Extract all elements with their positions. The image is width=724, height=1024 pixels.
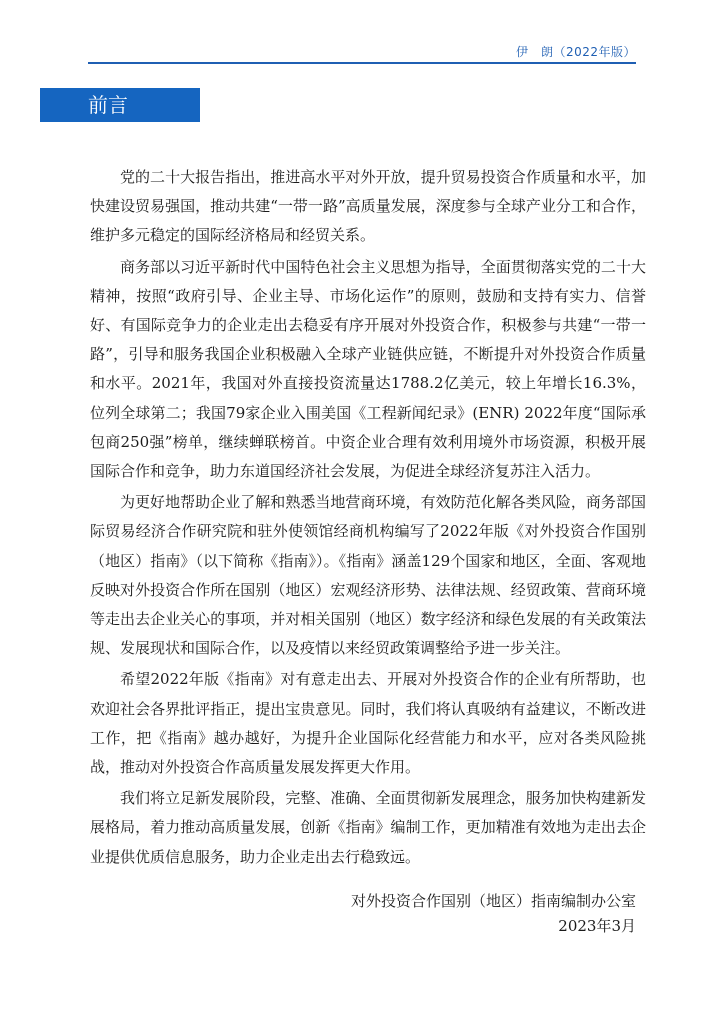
paragraph: 希望2022年版《指南》对有意走出去、开展对外投资合作的企业有所帮助，也欢迎社会各界批评指正，提出宝贵意见。同时，我们将认真吸纳有益建议，不断改进工作，把《指南》越办越好，为提升企业国际化经营能力和水平，应对各类风险挑战，推动对外投资合作高质量发展发挥更大作用。: [90, 670, 646, 777]
paragraph: 我们将立足新发展阶段，完整、准确、全面贯彻新发展理念，服务加快构建新发展格局，着力推动高质量发展，创新《指南》编制工作，更加精准有效地为走出去企业提供优质信息服务，助力企业走出去行稳致远。: [90, 789, 646, 866]
running-header: 伊 朗（2022年版）: [515, 45, 636, 59]
paragraph: 党的二十大报告指出，推进高水平对外开放，提升贸易投资合作质量和水平，加快建设贸易强国，推动共建“一带一路”高质量发展，深度参与全球产业分工和合作，维护多元稳定的国际经济格局和经贸关系。: [90, 168, 646, 245]
section-title: 前言: [40, 88, 200, 122]
signature-office: 对外投资合作国别（地区）指南编制办公室: [350, 892, 636, 910]
paragraph: 商务部以习近平新时代中国特色社会主义思想为指导，全面贯彻落实党的二十大精神，按照“政府引导、企业主导、市场化运作”的原则，鼓励和支持有实力、信誉好、有国际竞争力的企业走出去稳妥有序开展对外投资合作，积极参与共建“一带一路”，引导和服务我国企业积极融入全球产业链供应链，不断提升对外投资合作质量和水平。2021年，我国对外直接投资流量达1788.2亿美元，较上年增长16.3%，位列全球第二；我国79家企业入围美国《工程新闻纪录》(ENR) 2022年度“国际承包商250强”榜单，继续蝉联榜首。中资企业合理有效利用境外市场资源，积极开展国际合作和竞争，助力东道国经济社会发展，为促进全球经济复苏注入活力。: [90, 257, 646, 481]
header-divider: [88, 62, 636, 64]
paragraph: 为更好地帮助企业了解和熟悉当地营商环境，有效防范化解各类风险，商务部国际贸易经济合作研究院和驻外使领馆经商机构编写了2022年版《对外投资合作国别（地区）指南》（以下简称《指南》）。《指南》涵盖129个国家和地区，全面、客观地反映对外投资合作所在国别（地区）宏观经济形势、法律法规、经贸政策、营商环境等走出去企业关心的事项，并对相关国别（地区）数字经济和绿色发展的有关政策法规、发展现状和国际合作，以及疫情以来经贸政策调整给予进一步关注。: [90, 493, 646, 658]
signature-date: 2023年3月: [558, 917, 636, 935]
preface-body: [90, 163, 646, 874]
